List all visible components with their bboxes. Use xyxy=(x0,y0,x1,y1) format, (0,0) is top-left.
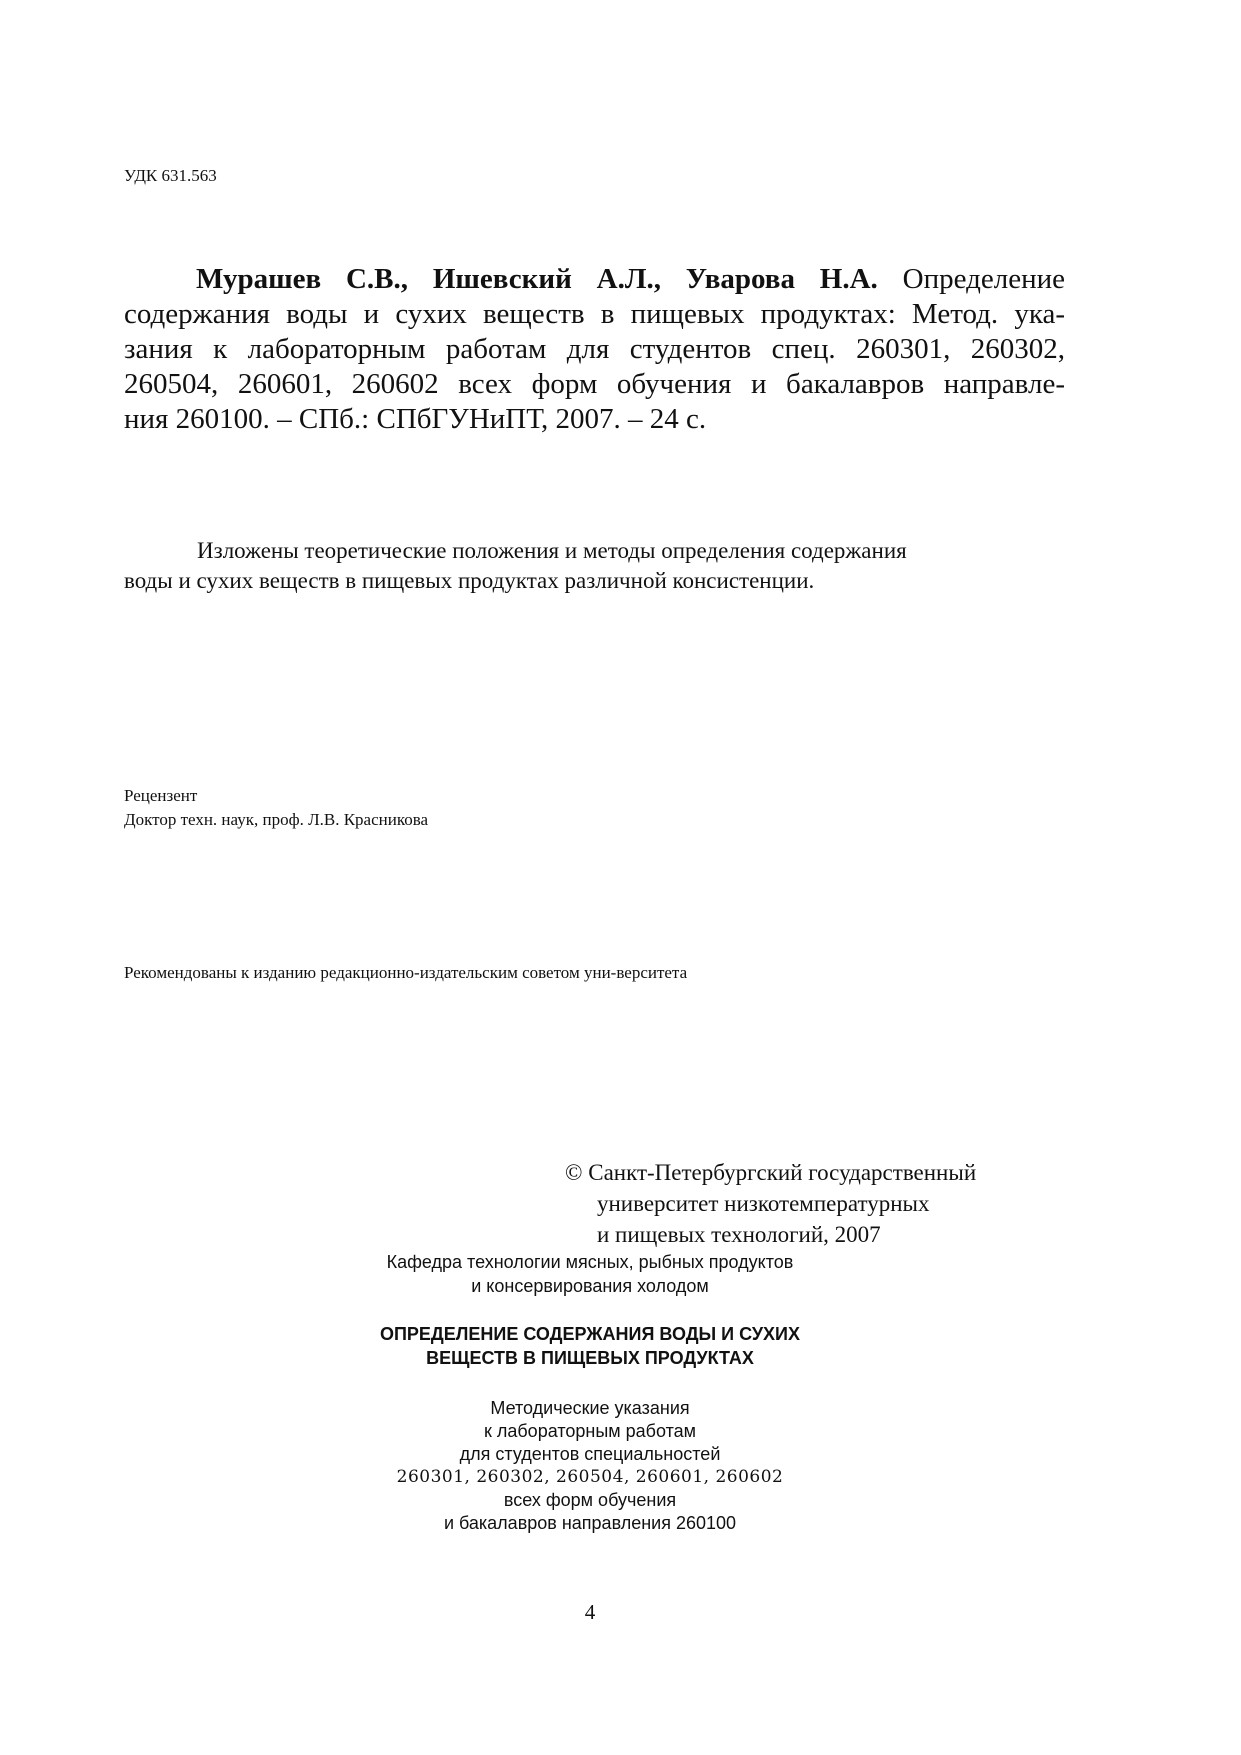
bibliographic-description xyxy=(124,262,1065,437)
annotation-line-1: Изложены теоретические положения и методы определения содержания xyxy=(197,538,907,563)
purpose-line-3: для студентов специальностей xyxy=(459,1444,721,1464)
reviewer-label: Рецензент xyxy=(124,786,198,805)
department-line-2: и консервирования холодом xyxy=(471,1276,709,1296)
purpose-specialties: 260301, 260302, 260504, 260601, 260602 xyxy=(396,1467,784,1487)
copyright-line-2: университет низкотемпературных xyxy=(597,1191,930,1216)
page-number: 4 xyxy=(584,1600,596,1624)
document-title xyxy=(0,1322,1180,1370)
biblio-line-2: содержания воды и сухих веществ в пищевых продуктах: Метод. ука- xyxy=(124,298,1065,330)
reviewer-block xyxy=(124,784,428,832)
biblio-line-5: ния 260100. – СПб.: СПбГУНиПТ, 2007. – 24 с. xyxy=(124,403,707,435)
authors: Мурашев С.В., Ишевский А.Л., Уварова Н.А. xyxy=(196,263,878,295)
copyright-line-1: © Санкт-Петербургский государственный xyxy=(565,1160,977,1185)
copyright-line-3: и пищевых технологий, 2007 xyxy=(597,1222,881,1247)
title-line-1: ОПРЕДЕЛЕНИЕ СОДЕРЖАНИЯ ВОДЫ И СУХИХ xyxy=(379,1324,801,1344)
biblio-line-3: зания к лабораторным работам для студентов спец. 260301, 260302, xyxy=(124,333,1065,365)
department-line-1: Кафедра технологии мясных, рыбных продуктов xyxy=(386,1252,794,1272)
purpose-line-1: Методические указания xyxy=(490,1398,690,1418)
purpose-line-6: и бакалавров направления 260100 xyxy=(443,1513,737,1533)
biblio-title-start: Определение xyxy=(877,263,1065,295)
annotation-line-2: воды и сухих веществ в пищевых продуктах различной консистенции. xyxy=(124,568,815,593)
annotation xyxy=(124,536,1044,596)
recommendation-note: Рекомендованы к изданию редакционно-издательским советом уни-верситета xyxy=(124,963,688,982)
purpose-block xyxy=(0,1397,1180,1535)
copyright-block xyxy=(565,1157,976,1250)
title-line-2: ВЕЩЕСТВ В ПИЩЕВЫХ ПРОДУКТАХ xyxy=(426,1348,754,1368)
reviewer-name: Доктор техн. наук, проф. Л.В. Красникова xyxy=(124,810,429,829)
purpose-line-2: к лабораторным работам xyxy=(483,1421,697,1441)
biblio-line-4: 260504, 260601, 260602 всех форм обучения и бакалавров направле- xyxy=(124,368,1065,400)
biblio-line-1 xyxy=(124,262,1065,297)
purpose-line-5: всех форм обучения xyxy=(503,1490,677,1510)
department xyxy=(0,1250,1180,1298)
udk-code: УДК 631.563 xyxy=(124,166,217,185)
